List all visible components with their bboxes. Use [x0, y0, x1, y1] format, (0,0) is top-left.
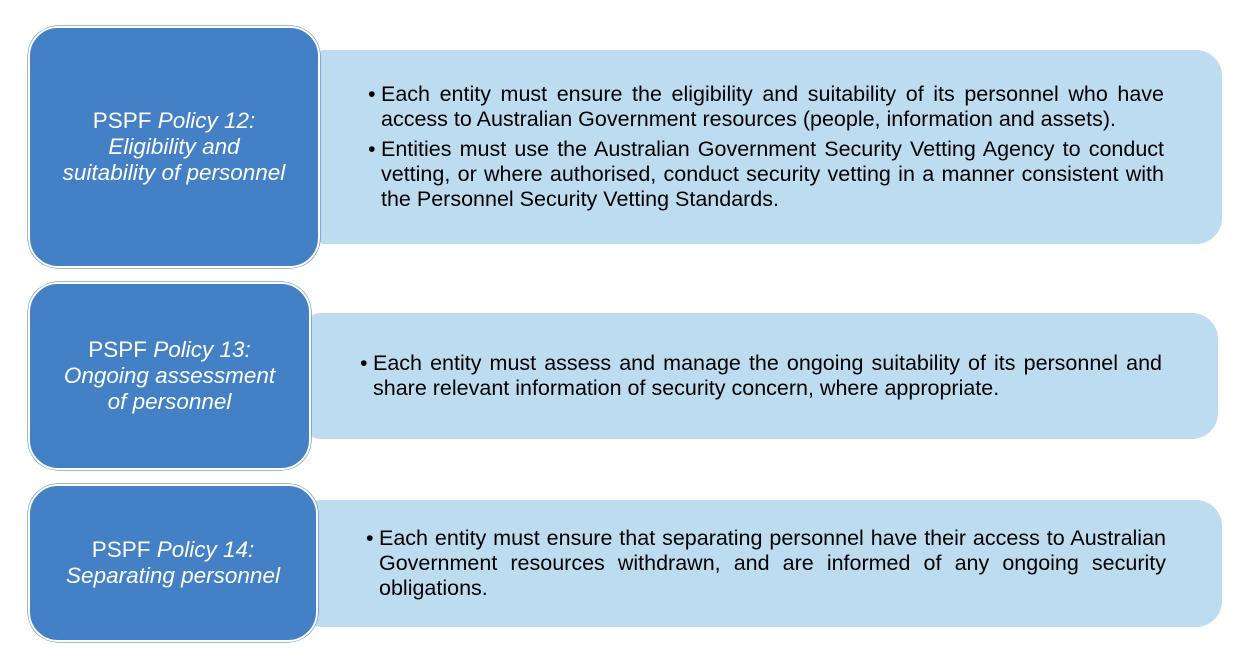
bullet-marker: •	[368, 137, 376, 161]
policy-number: Policy 14:	[156, 537, 255, 562]
bullet-text: Each entity must ensure that separating personnel have their access to Australian Government resources withdrawn, and are informed of any ongoing security obligations.	[379, 526, 1166, 600]
policy-12-title-line-1: Eligibility and	[108, 134, 240, 159]
policy-13-title-line-2: of personnel	[107, 389, 232, 414]
policy-13-label	[28, 282, 311, 470]
policy-13-heading	[88, 337, 251, 363]
policy-12-heading	[93, 108, 256, 134]
policy-12-bullet-1	[368, 82, 1164, 132]
policy-13-details	[296, 313, 1218, 439]
policy-14-details	[296, 500, 1222, 627]
policy-code: PSPF	[88, 337, 154, 362]
policy-12-label	[28, 26, 320, 268]
policy-code: PSPF	[91, 537, 157, 562]
bullet-text: Each entity must assess and manage the ongoing suitability of its personnel and share relevant information of security concern, where appropriate.	[373, 351, 1162, 400]
policy-number: Policy 12:	[157, 108, 256, 133]
bullet-text: Each entity must ensure the eligibility and suitability of its personnel who have access to Australian Government resources (people, information and assets).	[381, 82, 1164, 131]
bullet-marker: •	[360, 351, 368, 375]
policy-13-title-line-1: Ongoing assessment	[63, 363, 276, 388]
policy-13-bullet-1	[360, 351, 1162, 401]
policy-14-title-line-1: Separating personnel	[66, 563, 280, 588]
bullet-text: Entities must use the Australian Government Security Vetting Agency to conduct vetting, or where authorised, conduct security vetting in a manner consistent with the Personnel Security Vetting Standards.	[381, 137, 1164, 211]
bullet-marker: •	[366, 526, 374, 550]
policy-12-details	[300, 50, 1222, 244]
policy-number: Policy 13:	[153, 337, 251, 362]
policy-12-title-line-2: suitability of personnel	[62, 160, 286, 185]
policy-12-bullet-2	[368, 137, 1164, 212]
policy-14-bullet-1	[366, 526, 1166, 601]
policy-14-heading	[92, 537, 255, 563]
bullet-marker: •	[368, 82, 376, 106]
policy-14-label	[28, 484, 318, 642]
policy-code: PSPF	[92, 108, 158, 133]
